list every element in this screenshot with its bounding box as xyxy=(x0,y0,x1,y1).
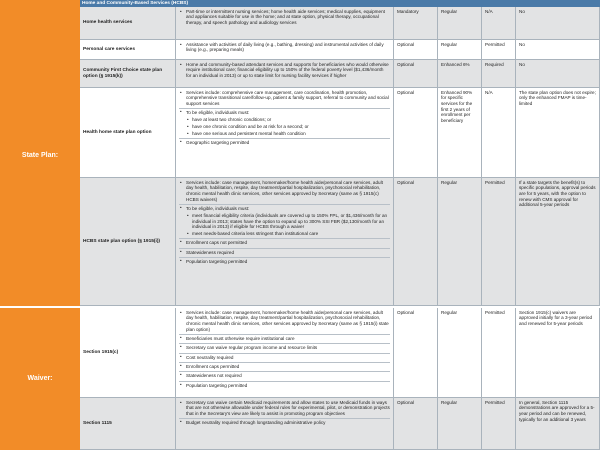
group-label-waiver xyxy=(0,308,80,450)
description-bullet: • Population targeting permitted xyxy=(179,257,390,265)
permitted-cell: N/A xyxy=(482,88,516,178)
eligibility-criterion: • have at least two chronic conditions; or xyxy=(186,117,390,123)
permitted-cell: N/A xyxy=(482,7,516,40)
description-bullet: • Home and community-based attendant services and supports for beneficiaries who would otherwise require institutional care; financial eligibility up to 150% of the federal poverty level ($1,436/month for an individual in 2013) or up to state limit for nursing facility services if higher xyxy=(179,62,390,79)
fmap-cell: Regular xyxy=(438,40,482,60)
description-bullet: • Budget neutrality required through longstanding administrative policy xyxy=(179,418,390,426)
fmap-cell: Regular xyxy=(438,178,482,306)
mandatory-optional-cell: Optional xyxy=(394,308,438,398)
table-row-hcbs-1915i xyxy=(80,178,600,306)
row-name: Personal care services xyxy=(83,46,136,52)
row-name: Community First Choice state plan option (§ 1915(k)) xyxy=(83,67,163,79)
notes-cell: In general, Section 1115 demonstrations are approved for a 5-year period and can be renewed, typically for an additional 3 years xyxy=(516,398,600,450)
permitted-cell: Required xyxy=(482,60,516,88)
row-name-cell xyxy=(80,88,176,178)
mandatory-optional-cell: Mandatory xyxy=(394,7,438,40)
section-header-title: Home and Community-Based Services (HCBS) xyxy=(82,0,189,6)
description-bullet: • Secretary can waive regular program income and resource limits xyxy=(179,343,390,351)
row-name-cell xyxy=(80,308,176,398)
mandatory-optional-cell: Optional xyxy=(394,178,438,306)
eligibility-intro: To be eligible, individuals must: xyxy=(186,206,250,212)
mandatory-optional-cell: Optional xyxy=(394,88,438,178)
notes-cell: If a state targets the benefit(s) to specific populations, approval periods are for 5 years, with the option to renew with CMS approval for additional 5-year periods xyxy=(516,178,600,306)
group-label-waiver-text: Waiver: xyxy=(27,374,53,382)
description-bullet: • Services include: case management, homemaker/home health aide/personal care services, adult day health, habilitation, respite, day treatment/partial hospitalization, psychosocial rehabilitation, chronic mental health clinic services, other services approved by Secretary (same as § 1915(i) state plan option) xyxy=(179,310,390,333)
fmap-cell: Regular xyxy=(438,308,482,398)
description-bullet: • Enrollment caps not permitted xyxy=(179,238,390,246)
description-bullet-eligibility xyxy=(179,204,390,237)
eligibility-criterion: • meet financial eligibility criteria (individuals are covered up to 150% FPL, or $1,436/month for an individual in 2013; states have the option to expand up to 300% SSI FBR ($2,130/month for an individual in 2013) if eligible for HCBS through a waiver xyxy=(186,213,390,230)
description-bullet: • Population targeting permitted xyxy=(179,381,390,389)
description-bullet: • Secretary can waive certain Medicaid requirements and allow states to use Medicaid funds in ways that are not otherwise allowable under federal rules for experimental, pilot, or demonstration projects that in the Secretary's view are likely to assist in promoting program objectives xyxy=(179,400,390,417)
permitted-cell: Permitted xyxy=(482,398,516,450)
row-name: Section 1915(c) xyxy=(83,349,119,355)
description-bullet: • Enrollment caps permitted xyxy=(179,362,390,370)
group-label-state-plan-text: State Plan: xyxy=(21,152,59,160)
row-description xyxy=(176,398,394,450)
row-description xyxy=(176,60,394,88)
notes-cell: No xyxy=(516,40,600,60)
notes-cell: No xyxy=(516,7,600,40)
description-bullet-eligibility xyxy=(179,108,390,136)
notes-cell: The state plan option does not expire; only the enhanced FMAP is time-limited xyxy=(516,88,600,178)
fmap-cell: Regular xyxy=(438,7,482,40)
table-row-community-first-choice xyxy=(80,60,600,88)
eligibility-criterion: • have one serious and persistent mental health condition xyxy=(186,131,390,137)
table-row-section-1115 xyxy=(80,398,600,450)
eligibility-criterion: • have one chronic condition and be at risk for a second; or xyxy=(186,124,390,130)
row-description xyxy=(176,88,394,178)
table-row-section-1915c xyxy=(80,308,600,398)
row-name-cell xyxy=(80,398,176,450)
row-name: Home health services xyxy=(83,20,133,25)
mandatory-optional-cell: Optional xyxy=(394,398,438,450)
row-description xyxy=(176,178,394,306)
group-label-state-plan xyxy=(0,7,80,306)
description-bullet: • Statewideness not required xyxy=(179,371,390,379)
description-bullet: • Cost neutrality required xyxy=(179,353,390,361)
permitted-cell: Permitted xyxy=(482,178,516,306)
fmap-cell: Regular xyxy=(438,398,482,450)
fmap-cell: Enhanced 90% for specific services for the first 2 years of enrollment per beneficiary xyxy=(438,88,482,178)
permitted-cell: Permitted xyxy=(482,308,516,398)
row-name-cell xyxy=(80,40,176,60)
table-row-health-home xyxy=(80,88,600,178)
description-bullet: • Assistance with activities of daily living (e.g., bathing, dressing) and instrumental activities of daily living (e.g., preparing meals) xyxy=(179,42,390,53)
row-name: Health home state plan option xyxy=(83,129,152,135)
mandatory-optional-cell: Optional xyxy=(394,40,438,60)
row-name: HCBS state plan option (§ 1915(i)) xyxy=(83,238,161,244)
description-bullet: • Geographic targeting permitted xyxy=(179,138,390,146)
fmap-cell: Enhanced 6% xyxy=(438,60,482,88)
eligibility-intro: To be eligible, individuals must: xyxy=(186,110,250,116)
table-row-personal-care xyxy=(80,40,600,60)
section-header-orange-cap xyxy=(0,0,80,7)
mandatory-optional-cell: Optional xyxy=(394,60,438,88)
row-name: Section 1115 xyxy=(83,420,112,426)
row-name-cell xyxy=(80,178,176,306)
description-bullet: • Statewideness required xyxy=(179,248,390,256)
description-bullet: • Services include: case management, homemaker/home health aide/personal care services, adult day health, habilitation, respite, day treatment/partial hospitalization, psychosocial rehabilitation, chronic mental health clinic services, other services approved by Secretary (same as § 1915(c) HCBS waivers) xyxy=(179,180,390,203)
row-name-cell xyxy=(80,7,176,40)
description-bullet: • Part-time or intermittent nursing services; home health aide services; medical supplies, equipment and appliances suitable for use in the home; and at state option, physical therapy, occupational therapy, and speech pathology and audiology services xyxy=(179,9,390,26)
row-description xyxy=(176,308,394,398)
table-row-home-health xyxy=(80,7,600,40)
notes-cell: No xyxy=(516,60,600,88)
description-bullet: • Beneficiaries must otherwise require institutional care xyxy=(179,334,390,342)
row-description xyxy=(176,40,394,60)
row-name-cell xyxy=(80,60,176,88)
row-description xyxy=(176,7,394,40)
description-bullet: • Services include: comprehensive care management, care coordination, health promotion, comprehensive transitional care/follow-up, patient & family support, referral to community and social support services xyxy=(179,90,390,107)
permitted-cell: Permitted xyxy=(482,40,516,60)
eligibility-criterion: • meet needs-based criteria less stringent than institutional care xyxy=(186,231,390,237)
notes-cell: Section 1915(c) waivers are approved initially for a 3-year period and renewed for 5-year periods xyxy=(516,308,600,398)
